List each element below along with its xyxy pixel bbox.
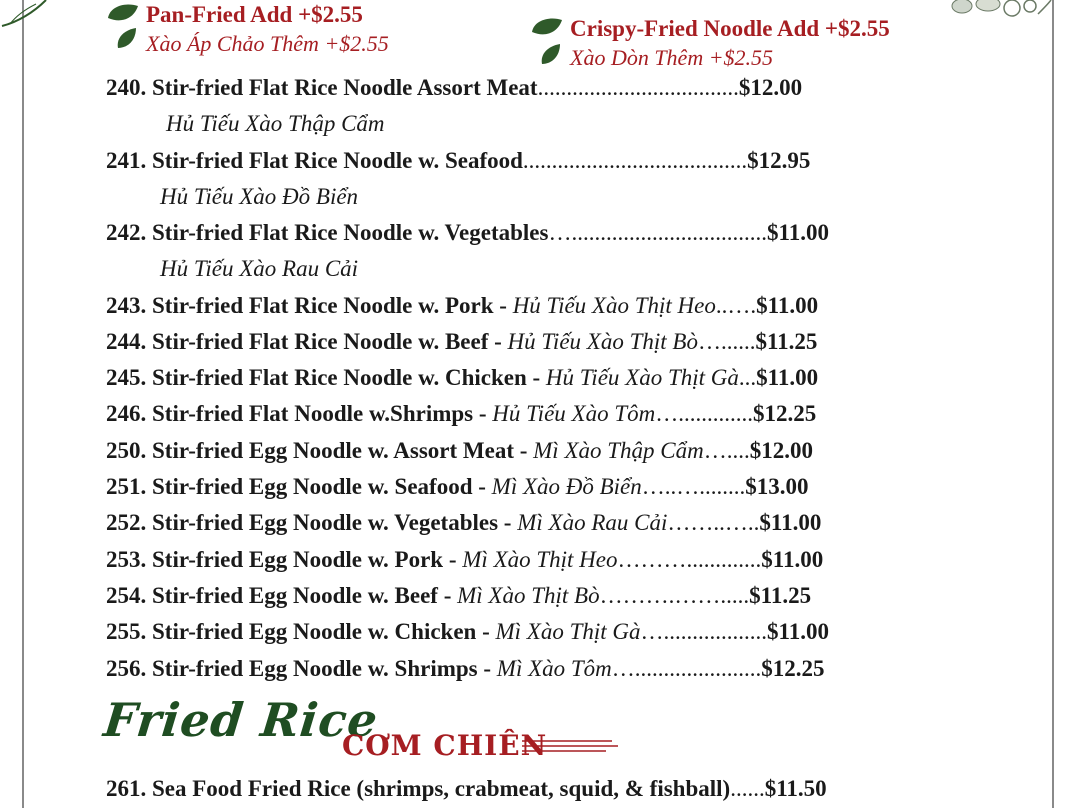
item-price: $11.00 <box>756 293 819 318</box>
chopstick-lines-icon <box>522 739 618 753</box>
item-leader-dots: ………............. <box>617 547 762 572</box>
item-price: $12.00 <box>749 438 813 463</box>
item-leader-dots: ……..….. <box>667 510 760 535</box>
item-vietnamese-name: Hủ Tiếu Xào Tôm <box>492 401 656 426</box>
addon-subtitle: Xào Áp Chảo Thêm +$2.55 <box>146 31 389 56</box>
menu-item <box>106 472 809 502</box>
item-vietnamese-name: Hủ Tiếu Xào Đồ Biển <box>160 184 359 209</box>
item-name: 250. Stir-fried Egg Noodle w. Assort Meat - <box>106 438 534 463</box>
addon-title: Crispy-Fried Noodle Add +$2.55 <box>570 16 890 41</box>
item-price: $12.00 <box>738 75 803 100</box>
item-leader-dots: ….... <box>703 438 750 463</box>
item-name: 251. Stir-fried Egg Noodle w. Seafood - <box>106 474 492 499</box>
herb-decoration-icon <box>950 0 1052 22</box>
corner-leaf-icon <box>0 0 60 30</box>
item-name: 245. Stir-fried Flat Rice Noodle w. Chicken - <box>106 365 546 390</box>
item-leader-dots: ……….……..... <box>599 583 750 608</box>
menu-item <box>106 327 817 357</box>
item-price: $12.95 <box>747 148 811 173</box>
item-vietnamese-name: Hủ Tiếu Xào Rau Cải <box>160 256 359 281</box>
item-vietnamese-name: Mì Xào Thịt Heo <box>462 547 618 572</box>
item-leader-dots: …...................... <box>611 656 762 681</box>
item-vietnamese-name: Mì Xào Tôm <box>496 656 612 681</box>
item-name: 255. Stir-fried Egg Noodle w. Chicken - <box>106 619 496 644</box>
item-name: 240. Stir-fried Flat Rice Noodle Assort Meat <box>106 75 538 100</box>
item-name: 244. Stir-fried Flat Rice Noodle w. Beef - <box>106 329 508 354</box>
menu-item <box>106 399 816 429</box>
item-price: $12.25 <box>761 656 825 681</box>
item-vietnamese-name: Hủ Tiếu Xào Thập Cẩm <box>166 111 385 136</box>
item-leader-dots: ..…. <box>715 293 757 318</box>
item-name: 256. Stir-fried Egg Noodle w. Shrimps - <box>106 656 497 681</box>
item-price: $11.25 <box>755 329 818 354</box>
item-name: 241. Stir-fried Flat Rice Noodle w. Seafood <box>106 148 523 173</box>
item-price: $11.25 <box>749 583 812 608</box>
menu-item <box>106 218 829 248</box>
menu-item <box>106 146 810 176</box>
leaf-icon <box>104 0 142 54</box>
item-leader-dots: ...... <box>730 776 765 801</box>
item-leader-dots: …...... <box>697 329 756 354</box>
item-vietnamese-name: Mì Xào Thịt Bò <box>457 583 600 608</box>
item-price: $11.00 <box>756 365 819 390</box>
section-title-vietnamese: CƠM CHIÊN <box>342 729 548 762</box>
menu-item <box>106 436 813 466</box>
addon-title: Pan-Fried Add +$2.55 <box>146 2 363 27</box>
item-leader-dots: ….................................. <box>548 220 767 245</box>
item-name: 254. Stir-fried Egg Noodle w. Beef - <box>106 583 458 608</box>
item-leader-dots: ................................... <box>537 75 739 100</box>
item-leader-dots: ....................................... <box>522 148 748 173</box>
item-vietnamese-name: Mì Xào Đồ Biển <box>491 474 642 499</box>
item-name: 243. Stir-fried Flat Rice Noodle w. Pork - <box>106 293 513 318</box>
item-vietnamese-name: Hủ Tiếu Xào Thịt Bò <box>507 329 698 354</box>
section-header-fried-rice <box>101 693 624 762</box>
item-name: 253. Stir-fried Egg Noodle w. Pork - <box>106 547 463 572</box>
menu-item <box>106 617 829 647</box>
menu-item <box>106 363 818 393</box>
menu-item <box>106 545 823 575</box>
item-vietnamese-name: Hủ Tiếu Xào Thịt Gà <box>545 365 739 390</box>
addon-subtitle: Xào Dòn Thêm +$2.55 <box>570 45 774 70</box>
item-leader-dots: …..…........ <box>641 474 746 499</box>
item-name: 252. Stir-fried Egg Noodle w. Vegetables - <box>106 510 518 535</box>
menu-item <box>106 291 818 321</box>
item-name: 261. Sea Food Fried Rice (shrimps, crabmeat, squid, & fishball) <box>106 776 731 801</box>
menu-item <box>106 508 821 538</box>
item-name: 246. Stir-fried Flat Noodle w.Shrimps - <box>106 401 493 426</box>
item-vietnamese-name: Hủ Tiếu Xào Thịt Heo <box>512 293 716 318</box>
item-price: $11.00 <box>767 619 830 644</box>
item-price: $11.00 <box>761 547 824 572</box>
item-vietnamese-name: Mì Xào Thịt Gà <box>495 619 641 644</box>
menu-item <box>106 774 827 804</box>
page-border-left <box>22 0 24 808</box>
page-border-right <box>1052 0 1054 808</box>
item-price: $11.50 <box>764 776 827 801</box>
menu-item <box>106 654 825 684</box>
item-leader-dots: ….................. <box>640 619 768 644</box>
item-vietnamese-name: Mì Xào Rau Cải <box>517 510 668 535</box>
item-price: $12.25 <box>752 401 817 426</box>
item-leader-dots: ... <box>738 365 757 390</box>
leaf-icon <box>528 14 566 70</box>
item-vietnamese-name: Mì Xào Thập Cẩm <box>533 438 704 463</box>
item-price: $13.00 <box>745 474 809 499</box>
item-name: 242. Stir-fried Flat Rice Noodle w. Vegetables <box>106 220 549 245</box>
menu-item <box>106 73 802 103</box>
item-price: $11.00 <box>759 510 822 535</box>
item-leader-dots: …............. <box>655 401 753 426</box>
section-title-english: Fried Rice <box>101 693 381 747</box>
menu-item <box>106 581 811 611</box>
item-price: $11.00 <box>766 220 829 245</box>
